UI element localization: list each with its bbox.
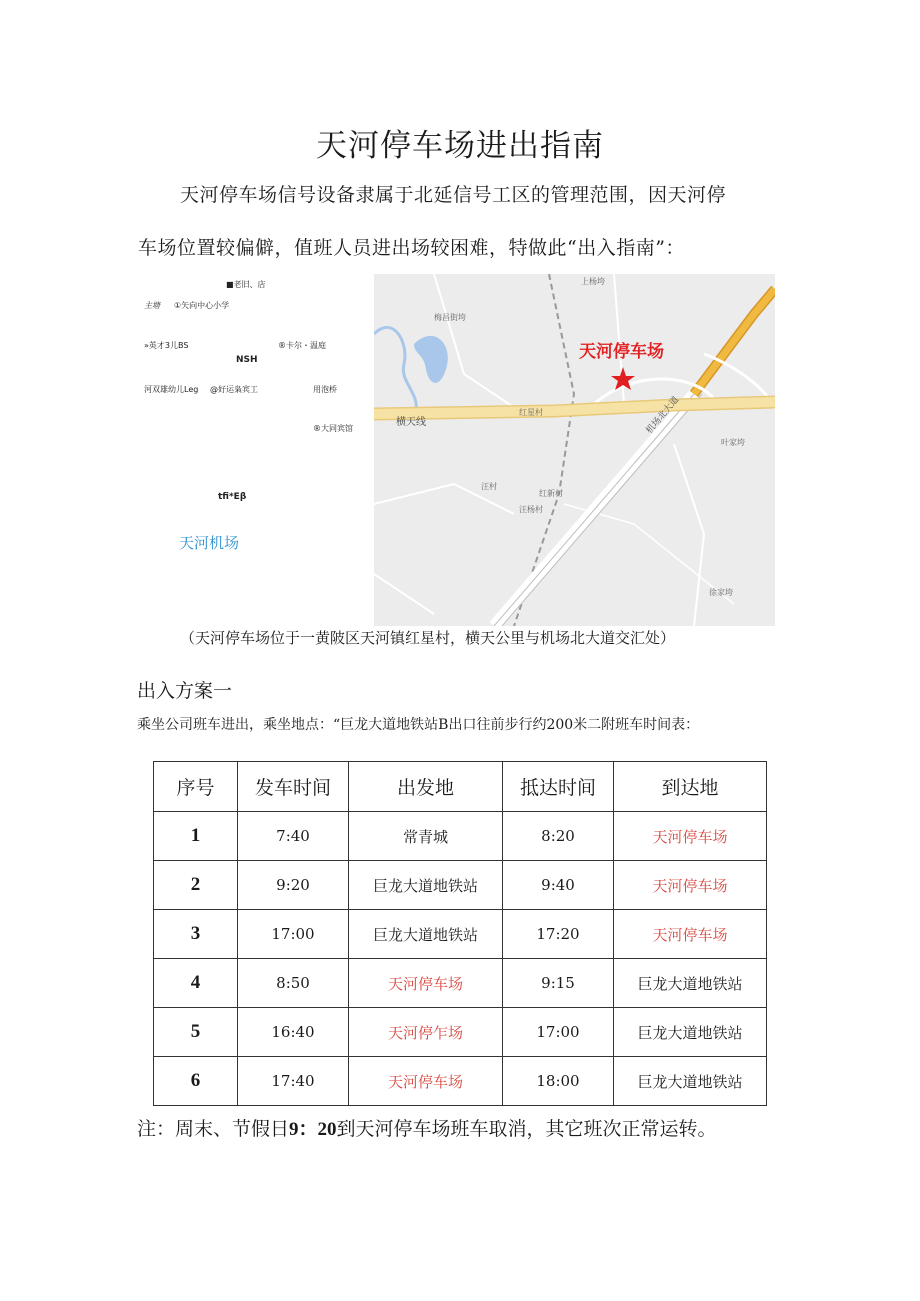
map-label: tfi*Eβ (218, 492, 247, 502)
map-label: NSH (236, 355, 258, 365)
arrival-time: 17:00 (503, 1008, 614, 1057)
schedule-note (137, 1114, 787, 1145)
map-avenue-label: 机场北大道 (644, 395, 682, 436)
map-label: 主塘 (144, 301, 160, 310)
arrival-time: 18:00 (503, 1057, 614, 1106)
arrival-time: 9:40 (503, 861, 614, 910)
departure-time: 9:20 (238, 861, 349, 910)
map-village: 叶家垮 (721, 438, 745, 447)
ride-description: 乘坐公司班车进出，乘坐地点：“巨龙大道地铁站B出口往前步行约200米二附班车时间表： (137, 717, 700, 733)
arrival-place: 巨龙大道地铁站 (614, 1008, 767, 1057)
departure-time: 8:50 (238, 959, 349, 1008)
departure-place: 天河停乍场 (349, 1008, 503, 1057)
airport-label: 天河机场 (179, 534, 240, 552)
row-number: 6 (154, 1057, 238, 1106)
table-row (154, 812, 767, 861)
departure-time: 7:40 (238, 812, 349, 861)
map-label: ■老旧、店 (226, 280, 266, 289)
table-row (154, 959, 767, 1008)
section-title: 出入方案一 (137, 680, 233, 702)
table-row (154, 1008, 767, 1057)
departure-time: 16:40 (238, 1008, 349, 1057)
departure-place: 常青城 (349, 812, 503, 861)
departure-place: 巨龙大道地铁站 (349, 910, 503, 959)
departure-place: 天河停车场 (349, 1057, 503, 1106)
arrival-time: 17:20 (503, 910, 614, 959)
row-number: 1 (154, 812, 238, 861)
map-label: ®卡尔・温庭 (278, 341, 326, 350)
row-number: 5 (154, 1008, 238, 1057)
map-label: ①矢向中心小学 (174, 301, 230, 310)
note-time: 9：20 (289, 1119, 337, 1140)
map-image (374, 274, 775, 626)
note-suffix: 到天河停车场班车取消，其它班次正常运转。 (336, 1118, 717, 1140)
intro-line-1: 天河停车场信号设备隶属于北延信号工区的管理范围，因天河停 (180, 184, 727, 206)
shuttle-schedule-table (153, 761, 767, 1106)
column-header: 发车时间 (238, 762, 349, 812)
location-map (374, 274, 775, 626)
table-header-row (154, 762, 767, 812)
arrival-place: 天河停车场 (614, 861, 767, 910)
map-label: »英才3儿BS (144, 341, 189, 350)
departure-place: 巨龙大道地铁站 (349, 861, 503, 910)
intro-line-2: 车场位置较偏僻，值班人员进出场较困难，特做此“出入指南”： (138, 237, 685, 259)
arrival-place: 巨龙大道地铁站 (614, 959, 767, 1008)
map-village: 上杨垮 (581, 277, 605, 286)
map-label: @好运枭宾工 (210, 385, 258, 394)
column-header: 抵达时间 (503, 762, 614, 812)
map-village: 红星村 (519, 408, 543, 417)
map-caption: （天河停车场位于一黄陂区天河镇红星村，横天公里与机场北大道交汇处） (180, 629, 676, 647)
note-prefix: 注：周末、节假日 (137, 1118, 290, 1140)
arrival-time: 9:15 (503, 959, 614, 1008)
column-header: 序号 (154, 762, 238, 812)
arrival-time: 8:20 (503, 812, 614, 861)
departure-time: 17:40 (238, 1057, 349, 1106)
map-village: 红新村 (539, 489, 563, 498)
map-village: 梅昌街垮 (434, 313, 466, 322)
map-label: 河双雄幼儿Leg (144, 385, 199, 394)
page-title: 天河停车场进出指南 (316, 128, 604, 164)
arrival-place: 天河停车场 (614, 812, 767, 861)
map-village: 汪村 (481, 482, 497, 491)
column-header: 到达地 (614, 762, 767, 812)
row-number: 3 (154, 910, 238, 959)
departure-time: 17:00 (238, 910, 349, 959)
arrival-place: 巨龙大道地铁站 (614, 1057, 767, 1106)
map-village: 徐家垮 (709, 588, 733, 597)
table-row (154, 861, 767, 910)
map-village: 汪杨村 (519, 505, 543, 514)
table-row (154, 1057, 767, 1106)
arrival-place: 天河停车场 (614, 910, 767, 959)
departure-place: 天河停车场 (349, 959, 503, 1008)
row-number: 4 (154, 959, 238, 1008)
column-header: 出发地 (349, 762, 503, 812)
map-place-label: 天河停车场 (579, 342, 664, 362)
map-road-label: 横天线 (396, 417, 426, 428)
table-row (154, 910, 767, 959)
map-label: ®大同宾馆 (313, 424, 353, 433)
map-label: 用泡桥 (313, 385, 337, 394)
map-legend-area (136, 270, 372, 590)
row-number: 2 (154, 861, 238, 910)
